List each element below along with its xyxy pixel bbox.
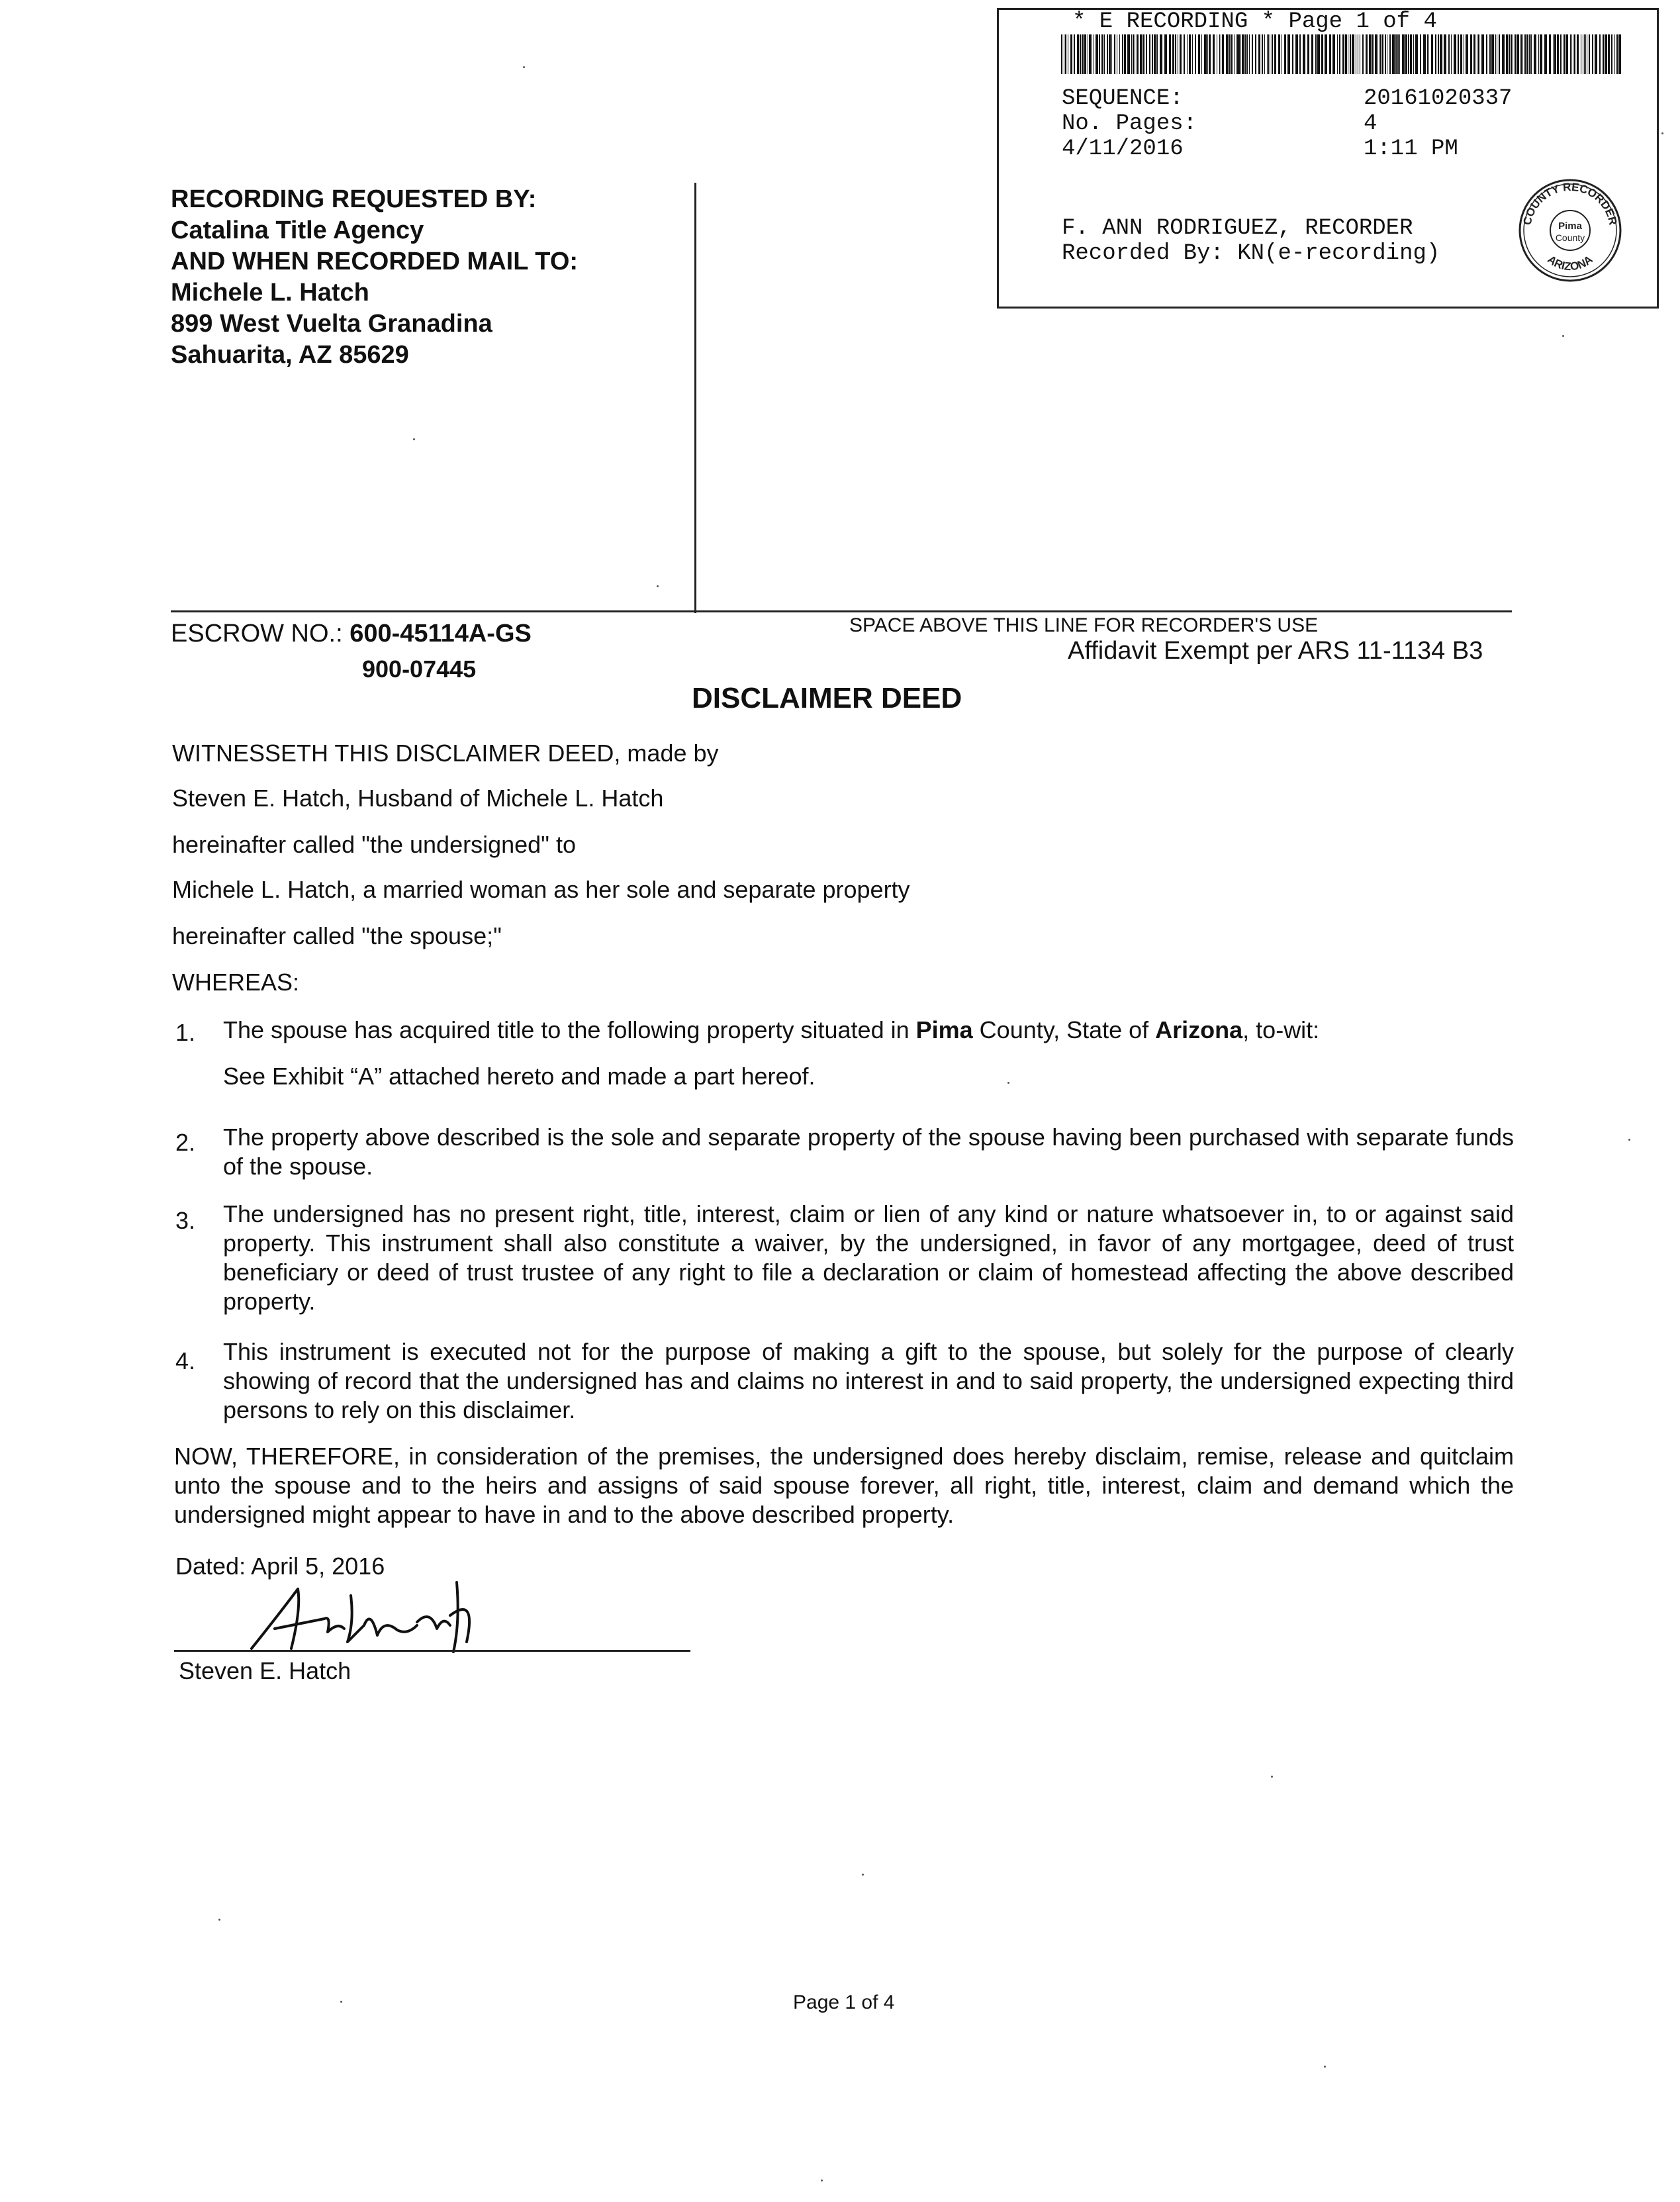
recording-requested-label: RECORDING REQUESTED BY: bbox=[171, 185, 537, 213]
barcode-bar bbox=[1524, 34, 1526, 74]
state-name: Arizona bbox=[1155, 1016, 1243, 1043]
signer-name: Steven E. Hatch bbox=[179, 1657, 351, 1684]
escrow-label: ESCROW NO.: bbox=[171, 620, 350, 647]
barcode-bar bbox=[1089, 34, 1092, 74]
item-number: 4. bbox=[175, 1347, 196, 1374]
barcode-bar bbox=[1345, 34, 1347, 74]
barcode-bar bbox=[1595, 34, 1597, 74]
barcode-bar bbox=[1111, 34, 1112, 74]
item-number: 3. bbox=[175, 1207, 196, 1234]
barcode-bar bbox=[1428, 34, 1429, 74]
barcode-bar bbox=[1380, 34, 1381, 74]
county-name: Pima bbox=[915, 1016, 973, 1043]
barcode-bar bbox=[1070, 34, 1072, 74]
barcode-bar bbox=[1198, 34, 1200, 74]
barcode-bar bbox=[1585, 34, 1586, 74]
barcode-bar bbox=[1311, 34, 1313, 74]
barcode-bar bbox=[1427, 34, 1428, 74]
recorded-time: 1:11 PM bbox=[1364, 136, 1458, 162]
barcode-bar bbox=[1506, 34, 1508, 74]
barcode-bar bbox=[1172, 34, 1174, 74]
barcode-bar bbox=[1332, 34, 1335, 74]
escrow-number-row bbox=[171, 620, 532, 648]
barcode-bar bbox=[1164, 34, 1167, 74]
barcode-bar bbox=[1133, 34, 1134, 74]
barcode-bar bbox=[1255, 34, 1256, 74]
scan-speck bbox=[340, 2001, 342, 2003]
scan-speck bbox=[1628, 1139, 1630, 1141]
now-therefore-paragraph: NOW, THEREFORE, in consideration of the premises, the undersigned does hereby disclaim, remise, release and quitclaim unto the spouse and to the heirs and assigns of said spouse forever, all right, title, interest, claim and demand which the undersigned might appear to have in and to the above described property. bbox=[174, 1443, 1514, 1528]
barcode-bar bbox=[1486, 34, 1487, 74]
barcode-bar bbox=[1237, 34, 1240, 74]
intro-line-2: Steven E. Hatch, Husband of Michele L. Hatch bbox=[172, 785, 664, 812]
scan-speck bbox=[1007, 1082, 1009, 1084]
barcode-bar bbox=[1342, 34, 1344, 74]
pages-value: 4 bbox=[1364, 111, 1377, 136]
barcode-bar bbox=[1420, 34, 1421, 74]
barcode-bar bbox=[1382, 34, 1383, 74]
space-above-label: SPACE ABOVE THIS LINE FOR RECORDER'S USE bbox=[849, 614, 1319, 636]
barcode-bar bbox=[1268, 34, 1269, 74]
barcode-bar bbox=[1104, 34, 1105, 74]
barcode-bar bbox=[1366, 34, 1368, 74]
barcode-bar bbox=[1236, 34, 1237, 74]
page-number: Page 1 of 4 bbox=[793, 1991, 895, 2013]
recording-header: * E RECORDING * Page 1 of 4 bbox=[1072, 9, 1437, 34]
barcode-bar bbox=[1392, 34, 1395, 74]
item-3-text: The undersigned has no present right, title, interest, claim or lien of any kind or nature whatsoever in, to or against said property. This instrument shall also constitute a waiver, by the undersigned, in favor of any mortgagee, deed of trust beneficiary or deed of trust trustee of any right to file a declaration or claim of homestead affecting the above described property. bbox=[223, 1200, 1514, 1315]
county-recorder-seal bbox=[1517, 177, 1623, 283]
barcode-bar bbox=[1560, 34, 1562, 74]
barcode-bar bbox=[1352, 34, 1354, 74]
barcode-bar bbox=[1599, 34, 1601, 74]
barcode-bar bbox=[1192, 34, 1193, 74]
barcode-bar bbox=[1350, 34, 1351, 74]
barcode-bar bbox=[1229, 34, 1231, 74]
barcode-bar bbox=[1557, 34, 1559, 74]
barcode-bar bbox=[1244, 34, 1246, 74]
barcode-bar bbox=[1605, 34, 1607, 74]
barcode-bar bbox=[1065, 34, 1066, 74]
seal-center-text-2: County bbox=[1555, 232, 1585, 243]
intro-line-5: hereinafter called "the spouse;" bbox=[172, 922, 502, 949]
barcode-bar bbox=[1295, 34, 1298, 74]
scan-speck bbox=[821, 2179, 823, 2181]
item-number: 2. bbox=[175, 1129, 196, 1156]
scan-speck bbox=[413, 438, 415, 440]
handwritten-signature bbox=[238, 1569, 503, 1662]
barcode-bar bbox=[1284, 34, 1286, 74]
barcode-bar bbox=[1169, 34, 1171, 74]
barcode-bar bbox=[1189, 34, 1191, 74]
barcode bbox=[1061, 34, 1624, 74]
barcode-bar bbox=[1616, 34, 1618, 74]
barcode-bar bbox=[1207, 34, 1208, 74]
barcode-bar bbox=[1231, 34, 1233, 74]
barcode-bar bbox=[1337, 34, 1338, 74]
barcode-bar bbox=[1489, 34, 1491, 74]
barcode-bar bbox=[1454, 34, 1456, 74]
seal-top-text: COUNTY RECORDER bbox=[1520, 180, 1620, 226]
barcode-bar bbox=[1082, 34, 1084, 74]
barcode-bar bbox=[1219, 34, 1220, 74]
barcode-bar bbox=[1408, 34, 1409, 74]
recorder-space-line bbox=[171, 610, 1512, 612]
barcode-bar bbox=[1444, 34, 1446, 74]
barcode-bar bbox=[1413, 34, 1414, 74]
affidavit-exempt: Affidavit Exempt per ARS 11-1134 B3 bbox=[1068, 637, 1483, 665]
barcode-bar bbox=[1143, 34, 1144, 74]
barcode-bar bbox=[1592, 34, 1593, 74]
barcode-bar bbox=[1131, 34, 1132, 74]
barcode-bar bbox=[1315, 34, 1317, 74]
barcode-bar bbox=[1077, 34, 1079, 74]
barcode-bar bbox=[1448, 34, 1450, 74]
barcode-bar bbox=[1451, 34, 1452, 74]
barcode-bar bbox=[1511, 34, 1512, 74]
recorder-space-divider bbox=[694, 183, 696, 613]
barcode-bar bbox=[1160, 34, 1162, 74]
barcode-bar bbox=[1195, 34, 1196, 74]
barcode-bar bbox=[1574, 34, 1575, 74]
barcode-bar bbox=[1570, 34, 1571, 74]
barcode-bar bbox=[1146, 34, 1147, 74]
barcode-bar bbox=[1119, 34, 1120, 74]
svg-text:ARIZONA bbox=[1545, 253, 1595, 273]
item-1-text bbox=[223, 1016, 1319, 1045]
barcode-bar bbox=[1180, 34, 1182, 74]
seal-center-text-1: Pima bbox=[1558, 220, 1582, 232]
barcode-bar bbox=[1140, 34, 1143, 74]
escrow-number-2: 900-07445 bbox=[362, 655, 477, 683]
barcode-bar bbox=[1175, 34, 1176, 74]
barcode-bar bbox=[1234, 34, 1235, 74]
barcode-bar bbox=[1410, 34, 1412, 74]
barcode-bar bbox=[1515, 34, 1517, 74]
barcode-bar bbox=[1201, 34, 1202, 74]
barcode-bar bbox=[1096, 34, 1098, 74]
barcode-bar bbox=[1584, 34, 1585, 74]
barcode-bar bbox=[1101, 34, 1103, 74]
item-number: 1. bbox=[175, 1019, 196, 1046]
barcode-bar bbox=[1520, 34, 1522, 74]
document-title: DISCLAIMER DEED bbox=[692, 682, 962, 714]
barcode-bar bbox=[1084, 34, 1086, 74]
barcode-bar bbox=[1608, 34, 1610, 74]
barcode-bar bbox=[1187, 34, 1188, 74]
title-agency: Catalina Title Agency bbox=[171, 216, 424, 244]
barcode-bar bbox=[1109, 34, 1111, 74]
item-1-pre: The spouse has acquired title to the following property situated in bbox=[223, 1016, 916, 1043]
scan-speck bbox=[1661, 132, 1663, 134]
barcode-bar bbox=[1614, 34, 1615, 74]
intro-line-4: Michele L. Hatch, a married woman as her sole and separate property bbox=[172, 876, 910, 903]
escrow-number-1: 600-45114A-GS bbox=[350, 620, 532, 647]
barcode-bar bbox=[1478, 34, 1479, 74]
barcode-bar bbox=[1431, 34, 1433, 74]
barcode-bar bbox=[1534, 34, 1536, 74]
barcode-bar bbox=[1440, 34, 1442, 74]
recorder-name: F. ANN RODRIGUEZ, RECORDER bbox=[1062, 216, 1413, 241]
barcode-bar bbox=[1372, 34, 1374, 74]
barcode-bar bbox=[1299, 34, 1301, 74]
exhibit-reference: See Exhibit “A” attached hereto and made a part hereof. bbox=[223, 1063, 816, 1090]
barcode-bar bbox=[1509, 34, 1510, 74]
barcode-bar bbox=[1278, 34, 1280, 74]
barcode-bar bbox=[1389, 34, 1391, 74]
barcode-bar bbox=[1566, 34, 1568, 74]
barcode-bar bbox=[1242, 34, 1244, 74]
barcode-bar bbox=[1137, 34, 1139, 74]
barcode-bar bbox=[1466, 34, 1468, 74]
barcode-bar bbox=[1618, 34, 1621, 74]
barcode-bar bbox=[1491, 34, 1494, 74]
barcode-bar bbox=[1415, 34, 1418, 74]
barcode-bar bbox=[1246, 34, 1248, 74]
whereas-label: WHEREAS: bbox=[172, 969, 300, 996]
barcode-bar bbox=[1061, 34, 1062, 74]
barcode-bar bbox=[1611, 34, 1612, 74]
intro-line-3: hereinafter called "the undersigned" to bbox=[172, 831, 576, 858]
barcode-bar bbox=[1204, 34, 1207, 74]
barcode-bar bbox=[1589, 34, 1590, 74]
barcode-bar bbox=[1339, 34, 1340, 74]
dated-line: Dated: April 5, 2016 bbox=[175, 1553, 385, 1580]
barcode-bar bbox=[1321, 34, 1323, 74]
barcode-bar bbox=[1267, 34, 1268, 74]
mail-to-label: AND WHEN RECORDED MAIL TO: bbox=[171, 248, 579, 275]
barcode-bar bbox=[1124, 34, 1126, 74]
barcode-bar bbox=[1549, 34, 1551, 74]
barcode-bar bbox=[1526, 34, 1528, 74]
intro-line-1: WITNESSETH THIS DISCLAIMER DEED, made by bbox=[172, 740, 719, 767]
barcode-bar bbox=[1252, 34, 1253, 74]
barcode-bar bbox=[1458, 34, 1459, 74]
barcode-bar bbox=[1540, 34, 1542, 74]
scan-speck bbox=[657, 585, 659, 587]
barcode-bar bbox=[1292, 34, 1293, 74]
barcode-bar bbox=[1405, 34, 1407, 74]
barcode-bar bbox=[1577, 34, 1579, 74]
barcode-bar bbox=[1240, 34, 1241, 74]
barcode-bar bbox=[1226, 34, 1229, 74]
barcode-bar bbox=[1307, 34, 1309, 74]
barcode-bar bbox=[1530, 34, 1532, 74]
barcode-bar bbox=[1209, 34, 1211, 74]
barcode-bar bbox=[1152, 34, 1153, 74]
svg-text:COUNTY RECORDER bbox=[1521, 181, 1620, 226]
barcode-bar bbox=[1397, 34, 1399, 74]
barcode-bar bbox=[1127, 34, 1130, 74]
barcode-bar bbox=[1481, 34, 1484, 74]
seal-bottom-text: ARIZONA bbox=[1545, 253, 1595, 273]
barcode-bar bbox=[1317, 34, 1320, 74]
recorded-date: 4/11/2016 bbox=[1062, 136, 1184, 162]
barcode-bar bbox=[1538, 34, 1539, 74]
barcode-bar bbox=[1375, 34, 1377, 74]
barcode-bar bbox=[1423, 34, 1426, 74]
barcode-bar bbox=[1603, 34, 1604, 74]
scan-speck bbox=[523, 66, 525, 68]
barcode-bar bbox=[1399, 34, 1400, 74]
barcode-bar bbox=[1544, 34, 1547, 74]
barcode-bar bbox=[1529, 34, 1530, 74]
barcode-bar bbox=[1395, 34, 1397, 74]
pages-label: No. Pages: bbox=[1062, 111, 1197, 136]
barcode-bar bbox=[1495, 34, 1496, 74]
barcode-bar bbox=[1554, 34, 1556, 74]
barcode-bar bbox=[1154, 34, 1156, 74]
barcode-bar bbox=[1107, 34, 1108, 74]
barcode-bar bbox=[1517, 34, 1519, 74]
barcode-bar bbox=[1402, 34, 1405, 74]
signature-line bbox=[174, 1650, 690, 1652]
barcode-bar bbox=[1325, 34, 1327, 74]
barcode-bar bbox=[1099, 34, 1100, 74]
barcode-bar bbox=[1222, 34, 1224, 74]
barcode-bar bbox=[1184, 34, 1185, 74]
barcode-bar bbox=[1571, 34, 1572, 74]
barcode-bar bbox=[1385, 34, 1386, 74]
item-2-text: The property above described is the sole and separate property of the spouse having been purchased with separate funds of the spouse. bbox=[223, 1124, 1514, 1180]
barcode-bar bbox=[1553, 34, 1554, 74]
item-1-mid: County, State of bbox=[972, 1016, 1156, 1043]
item-4-text: This instrument is executed not for the purpose of making a gift to the spouse, but solely for the purpose of clearly showing of record that the undersigned has and claims no interest in and to said property, the undersigned expecting third persons to rely on this disclaimer. bbox=[223, 1338, 1514, 1423]
barcode-bar bbox=[1074, 34, 1075, 74]
scan-speck bbox=[218, 1919, 220, 1921]
barcode-bar bbox=[1287, 34, 1290, 74]
mail-to-name: Michele L. Hatch bbox=[171, 279, 369, 307]
barcode-bar bbox=[1274, 34, 1276, 74]
sequence-value: 20161020337 bbox=[1364, 86, 1513, 111]
barcode-bar bbox=[1438, 34, 1439, 74]
barcode-bar bbox=[1522, 34, 1523, 74]
barcode-bar bbox=[1272, 34, 1273, 74]
recorded-by: Recorded By: KN(e-recording) bbox=[1062, 241, 1440, 266]
barcode-bar bbox=[1114, 34, 1115, 74]
barcode-bar bbox=[1470, 34, 1472, 74]
barcode-bar bbox=[1362, 34, 1364, 74]
barcode-bar bbox=[1329, 34, 1331, 74]
barcode-bar bbox=[1122, 34, 1123, 74]
barcode-bar bbox=[1080, 34, 1081, 74]
barcode-bar bbox=[1249, 34, 1250, 74]
barcode-bar bbox=[1563, 34, 1565, 74]
barcode-bar bbox=[1502, 34, 1505, 74]
barcode-bar bbox=[1262, 34, 1263, 74]
barcode-bar bbox=[1460, 34, 1462, 74]
scan-speck bbox=[1562, 335, 1564, 337]
barcode-bar bbox=[1156, 34, 1158, 74]
sequence-label: SEQUENCE: bbox=[1062, 86, 1184, 111]
mail-to-street: 899 West Vuelta Granadina bbox=[171, 310, 492, 338]
barcode-bar bbox=[1435, 34, 1436, 74]
barcode-bar bbox=[1473, 34, 1475, 74]
barcode-bar bbox=[1369, 34, 1372, 74]
mail-to-city: Sahuarita, AZ 85629 bbox=[171, 341, 409, 369]
scan-speck bbox=[1271, 1776, 1273, 1778]
barcode-bar bbox=[1264, 34, 1265, 74]
barcode-bar bbox=[1258, 34, 1260, 74]
barcode-bar bbox=[1303, 34, 1305, 74]
barcode-bar bbox=[1149, 34, 1150, 74]
item-1-post: , to-wit: bbox=[1242, 1016, 1320, 1043]
scan-speck bbox=[862, 1874, 864, 1876]
scan-speck bbox=[1324, 2066, 1326, 2068]
barcode-bar bbox=[1499, 34, 1500, 74]
barcode-bar bbox=[1213, 34, 1215, 74]
